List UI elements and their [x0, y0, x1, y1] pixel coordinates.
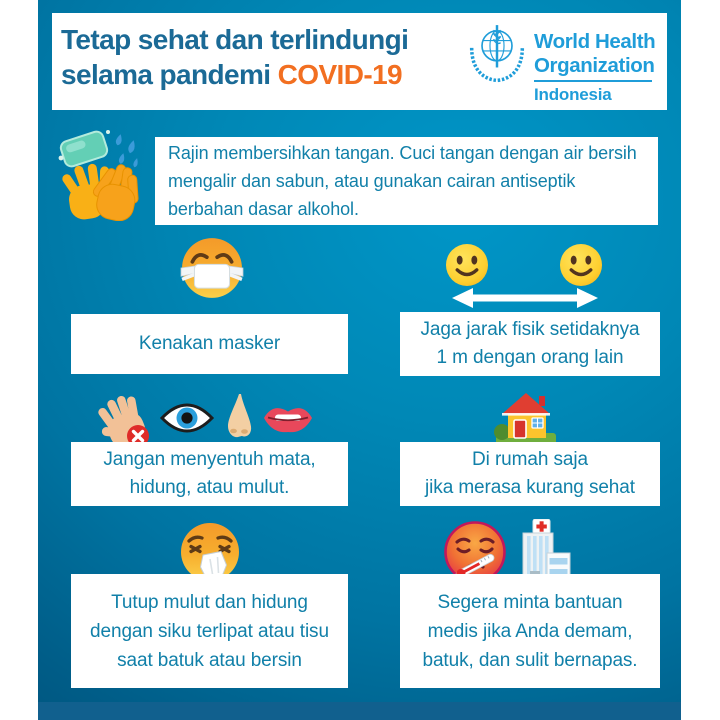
who-divider — [534, 80, 652, 82]
who-name: World Health Organization — [534, 30, 656, 77]
cover-cough-textbox — [71, 574, 348, 688]
page-title — [61, 22, 408, 92]
hand-hygiene-line2: mengalir dan sabun, atau gunakan cairan antiseptik — [168, 171, 576, 191]
hand-hygiene-line3: berbahan dasar alkohol. — [168, 199, 359, 219]
physical-distance-line1: Jaga jarak fisik setidaknya — [420, 319, 640, 340]
washing-hands-icon — [56, 127, 146, 221]
seek-medical-help-line3: batuk, dan sulit bernapas. — [422, 649, 638, 671]
stay-home-line2: jika merasa kurang sehat — [425, 477, 635, 498]
seek-medical-help-line2: medis jika Anda demam, — [427, 620, 633, 642]
who-region: Indonesia — [534, 85, 612, 104]
no-touch-textbox — [71, 442, 348, 506]
title-covid-highlight: COVID-19 — [277, 59, 403, 90]
eye-icon — [160, 400, 214, 436]
smiley-face-left-icon — [445, 243, 489, 287]
smiley-face-right-icon — [559, 243, 603, 287]
wear-mask-textbox — [71, 314, 348, 374]
seek-medical-help-textbox — [400, 574, 660, 688]
face-with-medical-mask-icon — [180, 236, 244, 300]
cover-cough-line2: dengan siku terlipat atau tisu — [90, 620, 329, 642]
mouth-icon — [262, 404, 314, 434]
physical-distance-line2: 1 m dengan orang lain — [436, 347, 624, 368]
seek-medical-help-line1: Segera minta bantuan — [437, 591, 623, 613]
who-logo-text — [534, 19, 655, 105]
nose-icon — [223, 392, 253, 440]
title-line2: selama pandemi COVID-19 — [61, 59, 403, 90]
wear-mask-line1: Kenakan masker — [138, 333, 281, 354]
no-touch-line1: Jangan menyentuh mata, — [103, 449, 316, 470]
title-line1: Tetap sehat dan terlindungi — [61, 24, 409, 55]
hand-hygiene-line1: Rajin membersihkan tangan. Cuci tangan dengan air bersih — [168, 143, 637, 163]
who-emblem-icon — [466, 22, 528, 84]
poster-background — [38, 0, 681, 720]
cover-cough-line3: saat batuk atau bersin — [117, 649, 302, 671]
physical-distance-textbox — [400, 312, 660, 376]
stay-home-line1: Di rumah saja — [472, 449, 588, 470]
bottom-bar — [38, 702, 681, 720]
double-arrow-icon — [452, 285, 598, 311]
stay-home-textbox — [400, 442, 660, 506]
no-touch-line2: hidung, atau mulut. — [129, 477, 290, 498]
hand-hygiene-textbox — [155, 137, 658, 225]
house-with-garden-icon — [493, 388, 559, 448]
who-logo — [466, 19, 655, 105]
hand-no-touch-icon — [98, 392, 152, 448]
header — [52, 13, 667, 110]
cover-cough-line1: Tutup mulut dan hidung — [111, 591, 308, 613]
